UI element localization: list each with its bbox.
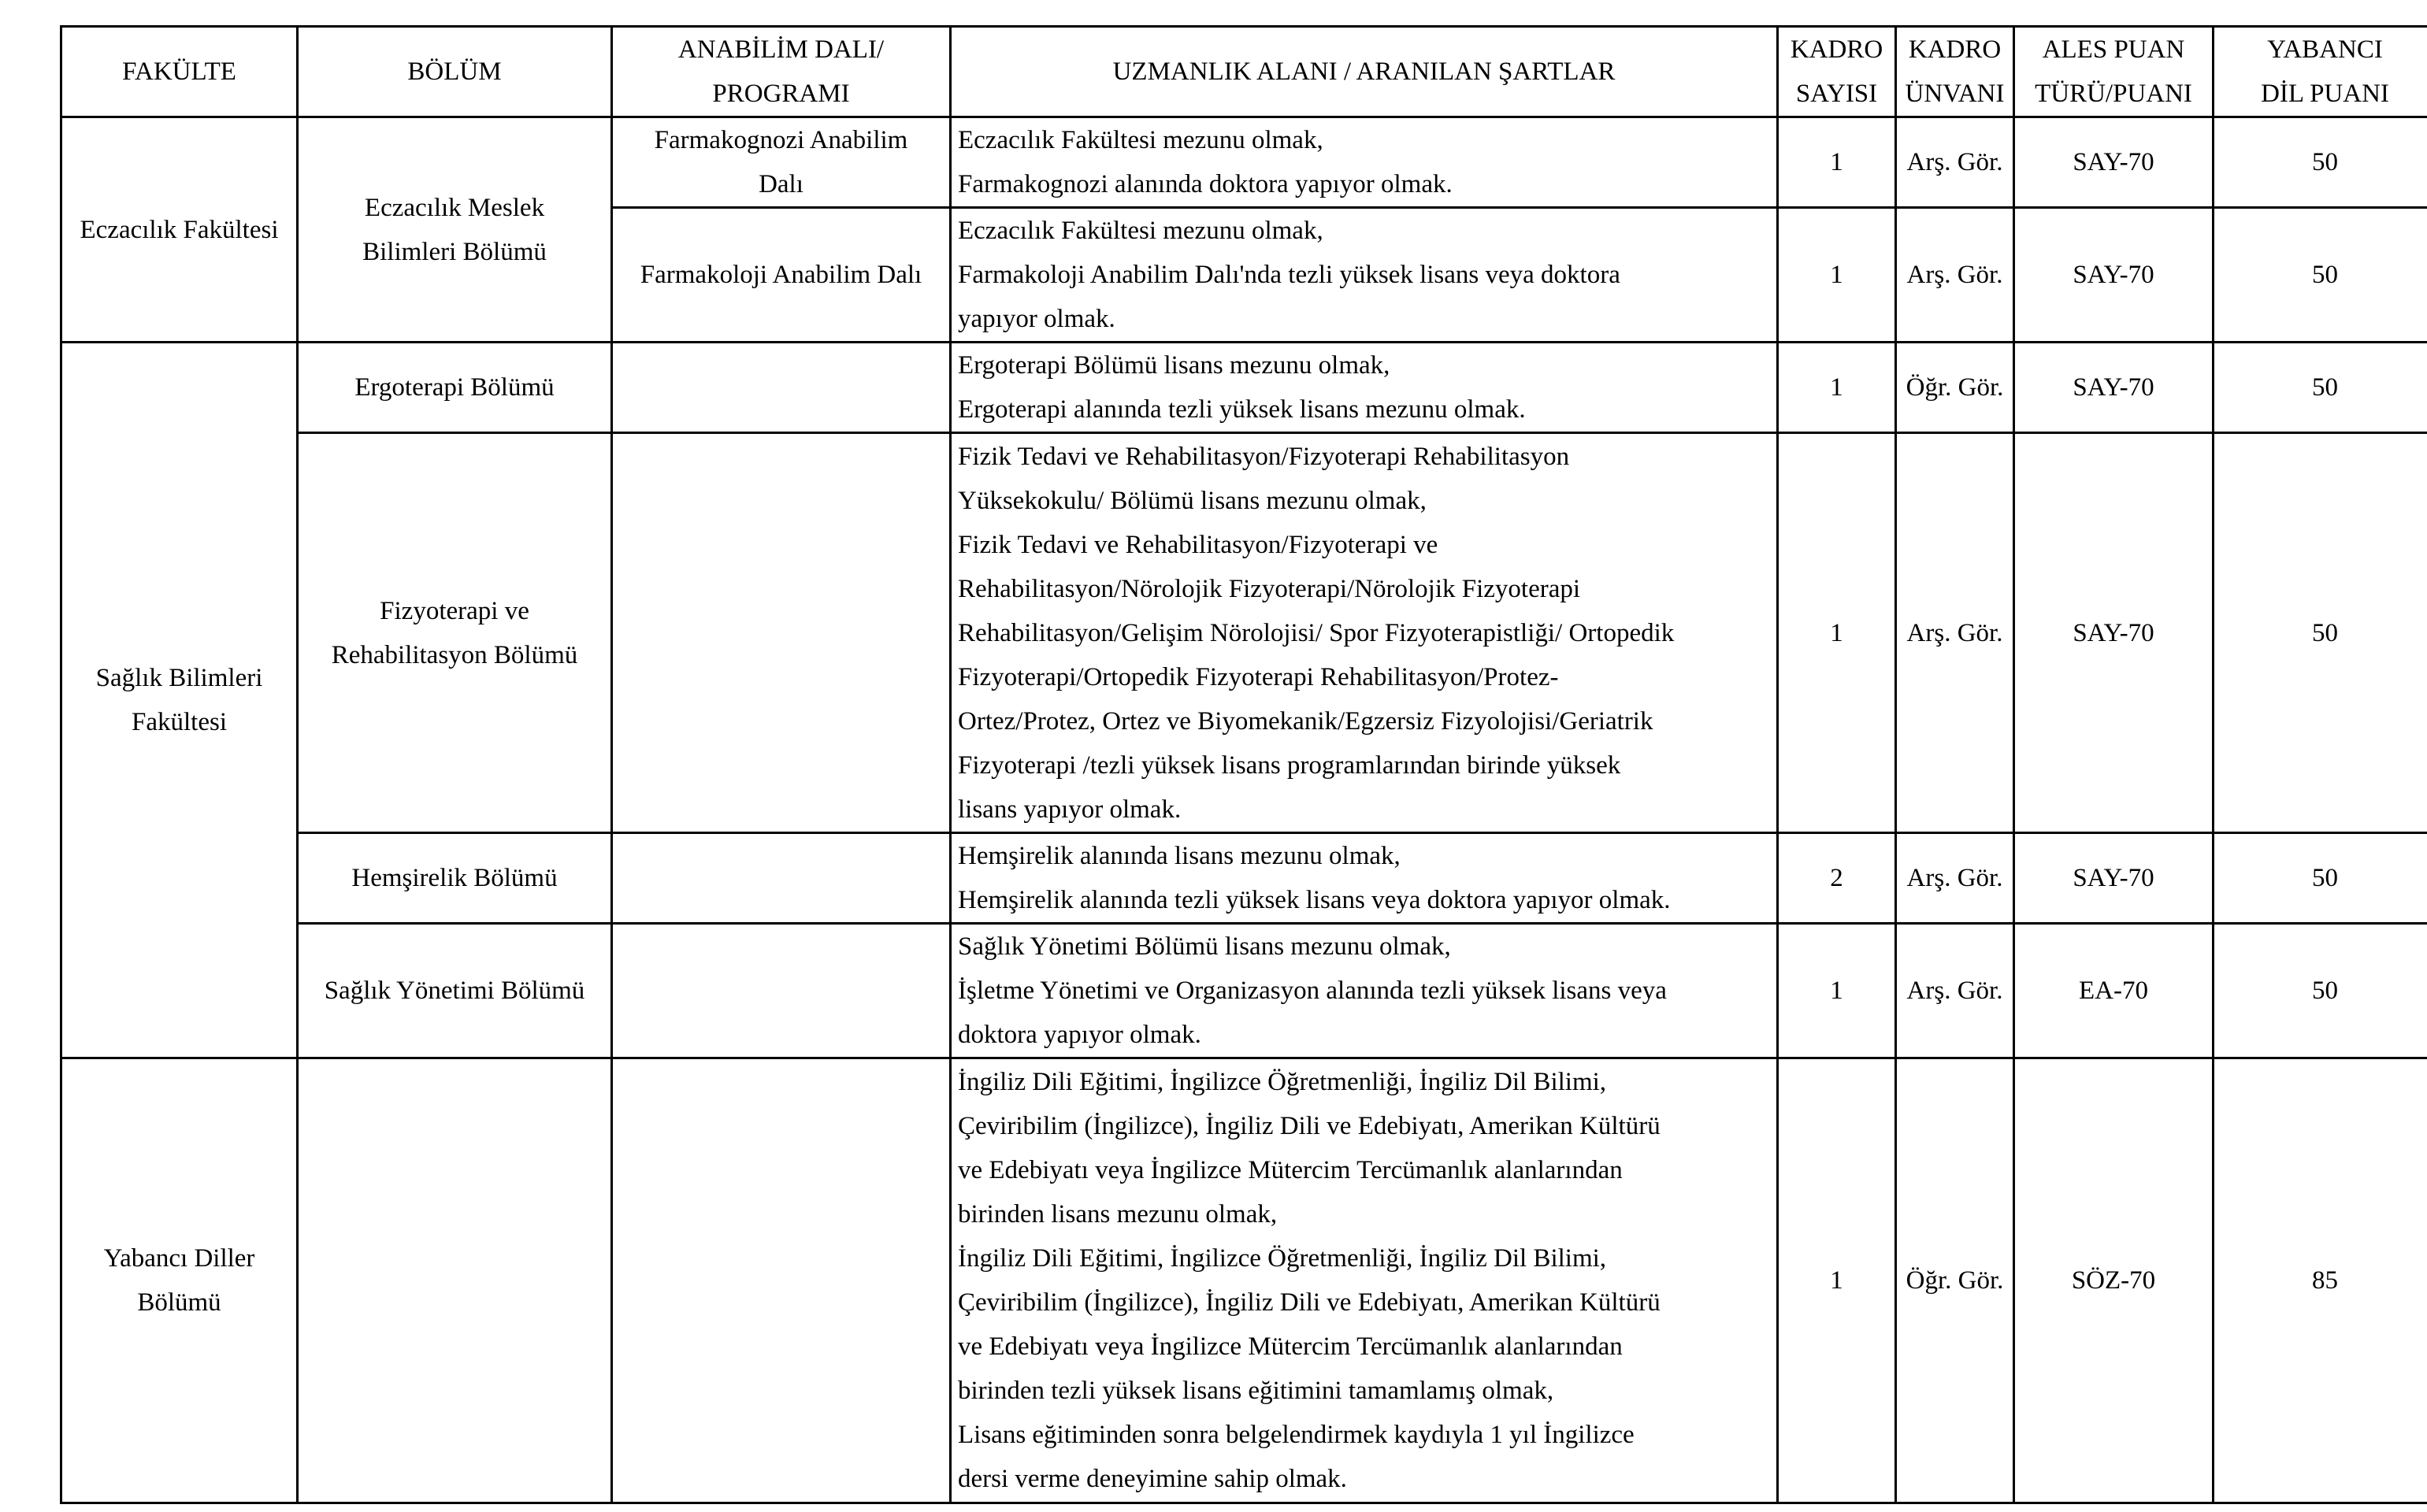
kadro-sayisi-cell: 1 — [1778, 208, 1896, 343]
table-row — [61, 117, 2427, 208]
requirements-cell: İngiliz Dili Eğitimi, İngilizce Öğretmenliği, İngiliz Dil Bilimi, Çeviribilim (İngilizce), İngiliz Dili ve Edebiyatı, Amerikan Kültürü ve Edebiyatı veya İngilizce Mütercim Tercümanlık alanlarından birinden lisans mezunu olmak, İngiliz Dili Eğitimi, İngilizce Öğretmenliği, İngiliz Dil Bilimi, Çeviribilim (İngilizce), İngiliz Dili ve Edebiyatı, Amerikan Kültürü ve Edebiyatı veya İngilizce Mütercim Tercümanlık alanlarından birinden tezli yüksek lisans eğitimini tamamlamış olmak, Lisans eğitiminden sonra belgelendirmek kaydıyla 1 yıl İngilizce dersi verme deneyimine sahip olmak. — [951, 1058, 1778, 1503]
faculty-cell-yabanci-diller: Yabancı Diller Bölümü — [61, 1058, 298, 1503]
table-row — [61, 833, 2427, 924]
bolum-cell: Eczacılık Meslek Bilimleri Bölümü — [298, 117, 612, 343]
requirements-cell: Ergoterapi Bölümü lisans mezunu olmak, Ergoterapi alanında tezli yüksek lisans mezunu olmak. — [951, 343, 1778, 433]
kadro-sayisi-cell: 2 — [1778, 833, 1896, 924]
table-row — [61, 924, 2427, 1058]
anabilim-cell — [612, 433, 951, 833]
header-uzmanlik: UZMANLIK ALANI / ARANILAN ŞARTLAR — [951, 27, 1778, 117]
header-kadro-sayisi: KADRO SAYISI — [1778, 27, 1896, 117]
faculty-cell-eczacilik: Eczacılık Fakültesi — [61, 117, 298, 343]
kadro-sayisi-cell: 1 — [1778, 433, 1896, 833]
table-row — [61, 343, 2427, 433]
bolum-cell — [298, 1058, 612, 1503]
header-row — [61, 27, 2427, 117]
anabilim-cell — [612, 1058, 951, 1503]
unvan-cell: Arş. Gör. — [1896, 433, 2014, 833]
header-anabilim: ANABİLİM DALI/ PROGRAMI — [612, 27, 951, 117]
ales-cell: EA-70 — [2014, 924, 2214, 1058]
requirements-cell: Fizik Tedavi ve Rehabilitasyon/Fizyoterapi Rehabilitasyon Yüksekokulu/ Bölümü lisans mezunu olmak, Fizik Tedavi ve Rehabilitasyon/Fizyoterapi ve Rehabilitasyon/Nörolojik Fizyoterapi/Nörolojik Fizyoterapi Rehabilitasyon/Gelişim Nörolojisi/ Spor Fizyoterapistliği/ Ortopedik Fizyoterapi/Ortopedik Fizyoterapi Rehabilitasyon/Protez- Ortez/Protez, Ortez ve Biyomekanik/Egzersiz Fizyolojisi/Geriatrik Fizyoterapi /tezli yüksek lisans programlarından birinde yüksek lisans yapıyor olmak. — [951, 433, 1778, 833]
header-kadro-unvani: KADRO ÜNVANI — [1896, 27, 2014, 117]
requirements-cell: Hemşirelik alanında lisans mezunu olmak, Hemşirelik alanında tezli yüksek lisans veya doktora yapıyor olmak. — [951, 833, 1778, 924]
dil-puani-cell: 50 — [2214, 208, 2427, 343]
faculty-cell-saglik: Sağlık Bilimleri Fakültesi — [61, 343, 298, 1058]
kadro-sayisi-cell: 1 — [1778, 1058, 1896, 1503]
unvan-cell: Arş. Gör. — [1896, 117, 2014, 208]
table-row — [61, 1058, 2427, 1503]
ales-cell: SÖZ-70 — [2014, 1058, 2214, 1503]
ales-cell: SAY-70 — [2014, 208, 2214, 343]
requirements-cell: Eczacılık Fakültesi mezunu olmak, Farmakoloji Anabilim Dalı'nda tezli yüksek lisans veya doktora yapıyor olmak. — [951, 208, 1778, 343]
dil-puani-cell: 85 — [2214, 1058, 2427, 1503]
table-row — [61, 433, 2427, 833]
anabilim-cell: Farmakoloji Anabilim Dalı — [612, 208, 951, 343]
kadro-sayisi-cell: 1 — [1778, 343, 1896, 433]
unvan-cell: Arş. Gör. — [1896, 208, 2014, 343]
anabilim-cell: Farmakognozi Anabilim Dalı — [612, 117, 951, 208]
kadro-sayisi-cell: 1 — [1778, 924, 1896, 1058]
bolum-cell: Sağlık Yönetimi Bölümü — [298, 924, 612, 1058]
unvan-cell: Öğr. Gör. — [1896, 1058, 2014, 1503]
requirements-cell: Eczacılık Fakültesi mezunu olmak, Farmakognozi alanında doktora yapıyor olmak. — [951, 117, 1778, 208]
kadro-sayisi-cell: 1 — [1778, 117, 1896, 208]
dil-puani-cell: 50 — [2214, 343, 2427, 433]
ales-cell: SAY-70 — [2014, 833, 2214, 924]
header-yabanci-dil: YABANCI DİL PUANI — [2214, 27, 2427, 117]
anabilim-cell — [612, 833, 951, 924]
bolum-cell: Hemşirelik Bölümü — [298, 833, 612, 924]
ales-cell: SAY-70 — [2014, 343, 2214, 433]
requirements-cell: Sağlık Yönetimi Bölümü lisans mezunu olmak, İşletme Yönetimi ve Organizasyon alanında tezli yüksek lisans veya doktora yapıyor olmak. — [951, 924, 1778, 1058]
anabilim-cell — [612, 924, 951, 1058]
dil-puani-cell: 50 — [2214, 117, 2427, 208]
bolum-cell: Fizyoterapi ve Rehabilitasyon Bölümü — [298, 433, 612, 833]
unvan-cell: Öğr. Gör. — [1896, 343, 2014, 433]
header-ales: ALES PUAN TÜRÜ/PUANI — [2014, 27, 2214, 117]
ales-cell: SAY-70 — [2014, 117, 2214, 208]
header-fakulte: FAKÜLTE — [61, 27, 298, 117]
ales-cell: SAY-70 — [2014, 433, 2214, 833]
unvan-cell: Arş. Gör. — [1896, 833, 2014, 924]
dil-puani-cell: 50 — [2214, 924, 2427, 1058]
dil-puani-cell: 50 — [2214, 433, 2427, 833]
bolum-cell: Ergoterapi Bölümü — [298, 343, 612, 433]
dil-puani-cell: 50 — [2214, 833, 2427, 924]
header-bolum: BÖLÜM — [298, 27, 612, 117]
unvan-cell: Arş. Gör. — [1896, 924, 2014, 1058]
anabilim-cell — [612, 343, 951, 433]
positions-table — [60, 25, 2427, 1504]
